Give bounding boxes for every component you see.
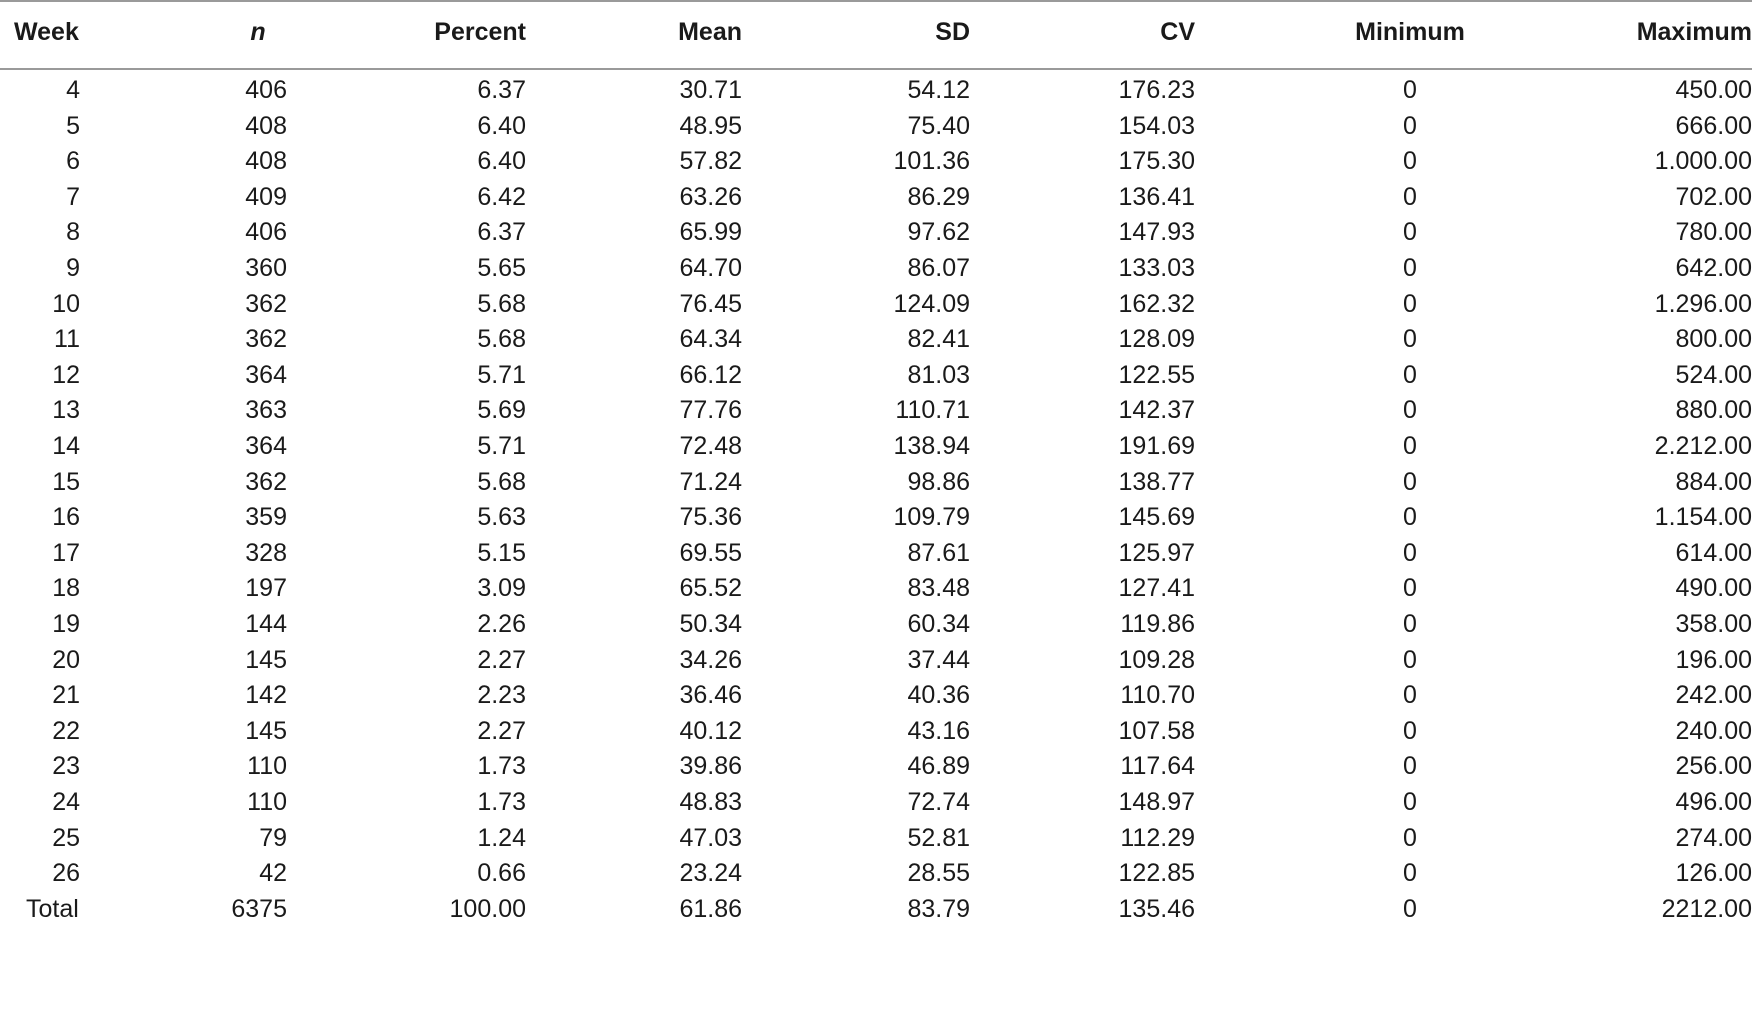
week-cell: 4 — [66, 76, 80, 104]
table-row — [0, 286, 1752, 322]
n-cell: 359 — [245, 503, 287, 532]
percent-cell: 1.73 — [477, 752, 526, 781]
sd-cell: 40.36 — [907, 681, 970, 710]
n-cell: 42 — [259, 859, 287, 888]
sd-cell: 109.79 — [893, 503, 970, 532]
minimum-cell: 0 — [1403, 894, 1417, 923]
minimum-cell: 0 — [1403, 182, 1417, 211]
maximum-cell: 2212.00 — [1661, 894, 1752, 923]
percent-cell: 5.15 — [477, 538, 526, 567]
mean-cell: 65.52 — [679, 574, 742, 603]
n-cell: 145 — [245, 645, 287, 674]
mean-cell: 77.76 — [679, 396, 742, 425]
minimum-cell: 0 — [1403, 752, 1417, 781]
header-percent: Percent — [434, 18, 526, 46]
maximum-cell: 2.212.00 — [1654, 432, 1752, 460]
cv-cell: 191.69 — [1118, 432, 1195, 460]
n-cell: 362 — [245, 325, 287, 354]
n-cell: 142 — [245, 681, 287, 710]
percent-cell: 5.71 — [477, 360, 526, 389]
maximum-cell: 496.00 — [1675, 788, 1752, 816]
sd-cell: 83.48 — [907, 574, 970, 603]
cv-cell: 154.03 — [1118, 111, 1195, 140]
percent-cell: 6.40 — [477, 147, 526, 176]
week-cell: 6 — [66, 147, 80, 176]
table-row — [0, 357, 1752, 393]
sd-cell: 86.29 — [907, 182, 970, 211]
minimum-cell: 0 — [1403, 218, 1417, 247]
percent-cell: 5.69 — [477, 396, 526, 425]
percent-cell: 5.63 — [477, 503, 526, 532]
sd-cell: 86.07 — [907, 254, 970, 282]
sd-cell: 138.94 — [893, 432, 970, 460]
mean-cell: 57.82 — [679, 147, 742, 176]
maximum-cell: 702.00 — [1675, 182, 1752, 211]
percent-cell: 5.68 — [477, 289, 526, 318]
percent-cell: 5.65 — [477, 254, 526, 282]
percent-cell: 5.68 — [477, 325, 526, 354]
week-cell: 10 — [52, 289, 80, 318]
week-cell: 23 — [52, 752, 80, 781]
mean-cell: 66.12 — [679, 360, 742, 389]
cv-cell: 142.37 — [1118, 396, 1195, 425]
percent-cell: 2.26 — [477, 610, 526, 638]
maximum-cell: 666.00 — [1675, 111, 1752, 140]
mean-cell: 76.45 — [679, 289, 742, 318]
n-cell: 406 — [245, 218, 287, 247]
maximum-cell: 256.00 — [1675, 752, 1752, 781]
table-row — [0, 855, 1752, 891]
mean-cell: 23.24 — [679, 859, 742, 888]
sd-cell: 81.03 — [907, 360, 970, 389]
percent-cell: 6.37 — [477, 76, 526, 104]
mean-cell: 39.86 — [679, 752, 742, 781]
week-cell: 21 — [52, 681, 80, 710]
n-cell: 328 — [245, 538, 287, 567]
cv-cell: 107.58 — [1118, 716, 1195, 745]
maximum-cell: 880.00 — [1675, 396, 1752, 425]
mean-cell: 75.36 — [679, 503, 742, 532]
cv-cell: 145.69 — [1118, 503, 1195, 532]
n-cell: 110 — [247, 752, 287, 781]
minimum-cell: 0 — [1403, 574, 1417, 603]
header-n: n — [250, 18, 266, 46]
n-cell: 144 — [245, 610, 287, 638]
table-row — [0, 72, 1752, 108]
n-cell: 145 — [245, 716, 287, 745]
week-cell: 11 — [54, 325, 80, 354]
table-row — [0, 606, 1752, 642]
sd-cell: 98.86 — [907, 467, 970, 496]
mean-cell: 72.48 — [679, 432, 742, 460]
n-cell: 197 — [245, 574, 287, 603]
table-row — [0, 464, 1752, 500]
mean-cell: 71.24 — [679, 467, 742, 496]
week-cell: 17 — [52, 538, 80, 567]
minimum-cell: 0 — [1403, 289, 1417, 318]
mean-cell: 69.55 — [679, 538, 742, 567]
n-cell: 364 — [245, 360, 287, 389]
week-cell: 12 — [52, 360, 80, 389]
minimum-cell: 0 — [1403, 788, 1417, 816]
maximum-cell: 614.00 — [1675, 538, 1752, 567]
cv-cell: 125.97 — [1118, 538, 1195, 567]
minimum-cell: 0 — [1403, 147, 1417, 176]
percent-cell: 1.73 — [477, 788, 526, 816]
minimum-cell: 0 — [1403, 396, 1417, 425]
mean-cell: 48.95 — [679, 111, 742, 140]
mean-cell: 40.12 — [679, 716, 742, 745]
week-cell: 20 — [52, 645, 80, 674]
cv-cell: 117.64 — [1120, 752, 1195, 781]
n-cell: 6375 — [231, 894, 287, 923]
maximum-cell: 490.00 — [1675, 574, 1752, 603]
sd-cell: 72.74 — [907, 788, 970, 816]
maximum-cell: 1.296.00 — [1654, 289, 1752, 318]
n-cell: 362 — [245, 467, 287, 496]
mean-cell: 30.71 — [679, 76, 742, 104]
week-cell: 18 — [52, 574, 80, 603]
sd-cell: 101.36 — [893, 147, 970, 176]
week-cell: 8 — [66, 218, 80, 247]
percent-cell: 5.71 — [477, 432, 526, 460]
minimum-cell: 0 — [1403, 503, 1417, 532]
sd-cell: 124.09 — [893, 289, 970, 318]
percent-cell: 3.09 — [477, 574, 526, 603]
sd-cell: 82.41 — [907, 325, 970, 354]
mean-cell: 63.26 — [679, 182, 742, 211]
sd-cell: 46.89 — [907, 752, 970, 781]
maximum-cell: 196.00 — [1675, 645, 1752, 674]
week-cell: 13 — [52, 396, 80, 425]
table-header-row — [0, 14, 1752, 50]
sd-cell: 28.55 — [907, 859, 970, 888]
table-row — [0, 143, 1752, 179]
week-cell: 22 — [52, 716, 80, 745]
percent-cell: 2.27 — [477, 716, 526, 745]
table-row — [0, 321, 1752, 357]
cv-cell: 119.86 — [1120, 610, 1195, 638]
minimum-cell: 0 — [1403, 76, 1417, 104]
mean-cell: 34.26 — [679, 645, 742, 674]
cv-cell: 128.09 — [1118, 325, 1195, 354]
table-row — [0, 428, 1752, 464]
mean-cell: 50.34 — [679, 610, 742, 638]
sd-cell: 60.34 — [907, 610, 970, 638]
table-row — [0, 214, 1752, 250]
mean-cell: 36.46 — [679, 681, 742, 710]
maximum-cell: 1.000.00 — [1654, 147, 1752, 176]
week-cell: 24 — [52, 788, 80, 816]
sd-cell: 37.44 — [907, 645, 970, 674]
sd-cell: 83.79 — [907, 894, 970, 923]
n-cell: 408 — [245, 147, 287, 176]
minimum-cell: 0 — [1403, 325, 1417, 354]
header-minimum: Minimum — [1355, 18, 1465, 46]
week-cell: 16 — [52, 503, 80, 532]
week-cell: 19 — [52, 610, 80, 638]
maximum-cell: 884.00 — [1675, 467, 1752, 496]
cv-cell: 147.93 — [1118, 218, 1195, 247]
cv-cell: 162.32 — [1118, 289, 1195, 318]
table-header-rule — [0, 68, 1752, 70]
sd-cell: 75.40 — [907, 111, 970, 140]
cv-cell: 148.97 — [1118, 788, 1195, 816]
percent-cell: 6.40 — [477, 111, 526, 140]
week-cell: 7 — [66, 182, 80, 211]
percent-cell: 6.37 — [477, 218, 526, 247]
cv-cell: 176.23 — [1118, 76, 1195, 104]
minimum-cell: 0 — [1403, 467, 1417, 496]
maximum-cell: 126.00 — [1675, 859, 1752, 888]
minimum-cell: 0 — [1403, 610, 1417, 638]
maximum-cell: 800.00 — [1675, 325, 1752, 354]
header-sd: SD — [935, 18, 970, 46]
maximum-cell: 242.00 — [1675, 681, 1752, 710]
table-total-row — [0, 891, 1752, 927]
mean-cell: 64.70 — [679, 254, 742, 282]
minimum-cell: 0 — [1403, 254, 1417, 282]
n-cell: 362 — [245, 289, 287, 318]
table-row — [0, 677, 1752, 713]
table-row — [0, 535, 1752, 571]
sd-cell: 43.16 — [907, 716, 970, 745]
n-cell: 363 — [245, 396, 287, 425]
week-cell: Total — [26, 894, 79, 923]
table-row — [0, 108, 1752, 144]
sd-cell: 97.62 — [907, 218, 970, 247]
header-mean: Mean — [678, 18, 742, 46]
maximum-cell: 524.00 — [1675, 360, 1752, 389]
table-top-rule — [0, 0, 1752, 2]
week-cell: 5 — [66, 111, 80, 140]
header-maximum: Maximum — [1636, 18, 1752, 46]
cv-cell: 135.46 — [1118, 894, 1195, 923]
n-cell: 110 — [247, 788, 287, 816]
table-row — [0, 784, 1752, 820]
minimum-cell: 0 — [1403, 681, 1417, 710]
minimum-cell: 0 — [1403, 111, 1417, 140]
cv-cell: 127.41 — [1118, 574, 1195, 603]
minimum-cell: 0 — [1403, 716, 1417, 745]
maximum-cell: 450.00 — [1675, 76, 1752, 104]
header-cv: CV — [1160, 18, 1195, 46]
week-cell: 25 — [52, 823, 80, 852]
sd-cell: 52.81 — [907, 823, 970, 852]
minimum-cell: 0 — [1403, 859, 1417, 888]
week-cell: 26 — [52, 859, 80, 888]
table-row — [0, 820, 1752, 856]
sd-cell: 110.71 — [895, 396, 970, 425]
percent-cell: 2.27 — [477, 645, 526, 674]
maximum-cell: 642.00 — [1675, 254, 1752, 282]
n-cell: 360 — [245, 254, 287, 282]
n-cell: 409 — [245, 182, 287, 211]
mean-cell: 65.99 — [679, 218, 742, 247]
table-row — [0, 748, 1752, 784]
n-cell: 364 — [245, 432, 287, 460]
maximum-cell: 240.00 — [1675, 716, 1752, 745]
cv-cell: 175.30 — [1118, 147, 1195, 176]
week-cell: 15 — [52, 467, 80, 496]
mean-cell: 61.86 — [679, 894, 742, 923]
minimum-cell: 0 — [1403, 645, 1417, 674]
percent-cell: 2.23 — [477, 681, 526, 710]
cv-cell: 138.77 — [1118, 467, 1195, 496]
percent-cell: 0.66 — [477, 859, 526, 888]
table-row — [0, 499, 1752, 535]
week-cell: 9 — [66, 254, 80, 282]
table-row — [0, 179, 1752, 215]
table-row — [0, 570, 1752, 606]
percent-cell: 1.24 — [477, 823, 526, 852]
cv-cell: 109.28 — [1118, 645, 1195, 674]
percent-cell: 5.68 — [477, 467, 526, 496]
n-cell: 408 — [245, 111, 287, 140]
cv-cell: 133.03 — [1118, 254, 1195, 282]
mean-cell: 47.03 — [679, 823, 742, 852]
maximum-cell: 358.00 — [1675, 610, 1752, 638]
n-cell: 406 — [245, 76, 287, 104]
table-row — [0, 250, 1752, 286]
mean-cell: 48.83 — [679, 788, 742, 816]
percent-cell: 100.00 — [449, 894, 526, 923]
cv-cell: 112.29 — [1120, 823, 1195, 852]
table-row — [0, 392, 1752, 428]
table-row — [0, 713, 1752, 749]
percent-cell: 6.42 — [477, 182, 526, 211]
n-cell: 79 — [259, 823, 287, 852]
sd-cell: 54.12 — [907, 76, 970, 104]
maximum-cell: 780.00 — [1675, 218, 1752, 247]
week-cell: 14 — [52, 432, 80, 460]
table-row — [0, 642, 1752, 678]
minimum-cell: 0 — [1403, 538, 1417, 567]
maximum-cell: 1.154.00 — [1654, 503, 1752, 532]
sd-cell: 87.61 — [907, 538, 970, 567]
mean-cell: 64.34 — [679, 325, 742, 354]
minimum-cell: 0 — [1403, 432, 1417, 460]
cv-cell: 110.70 — [1120, 681, 1195, 710]
cv-cell: 136.41 — [1118, 182, 1195, 211]
minimum-cell: 0 — [1403, 823, 1417, 852]
maximum-cell: 274.00 — [1675, 823, 1752, 852]
minimum-cell: 0 — [1403, 360, 1417, 389]
cv-cell: 122.85 — [1118, 859, 1195, 888]
header-week: Week — [14, 18, 79, 46]
cv-cell: 122.55 — [1118, 360, 1195, 389]
